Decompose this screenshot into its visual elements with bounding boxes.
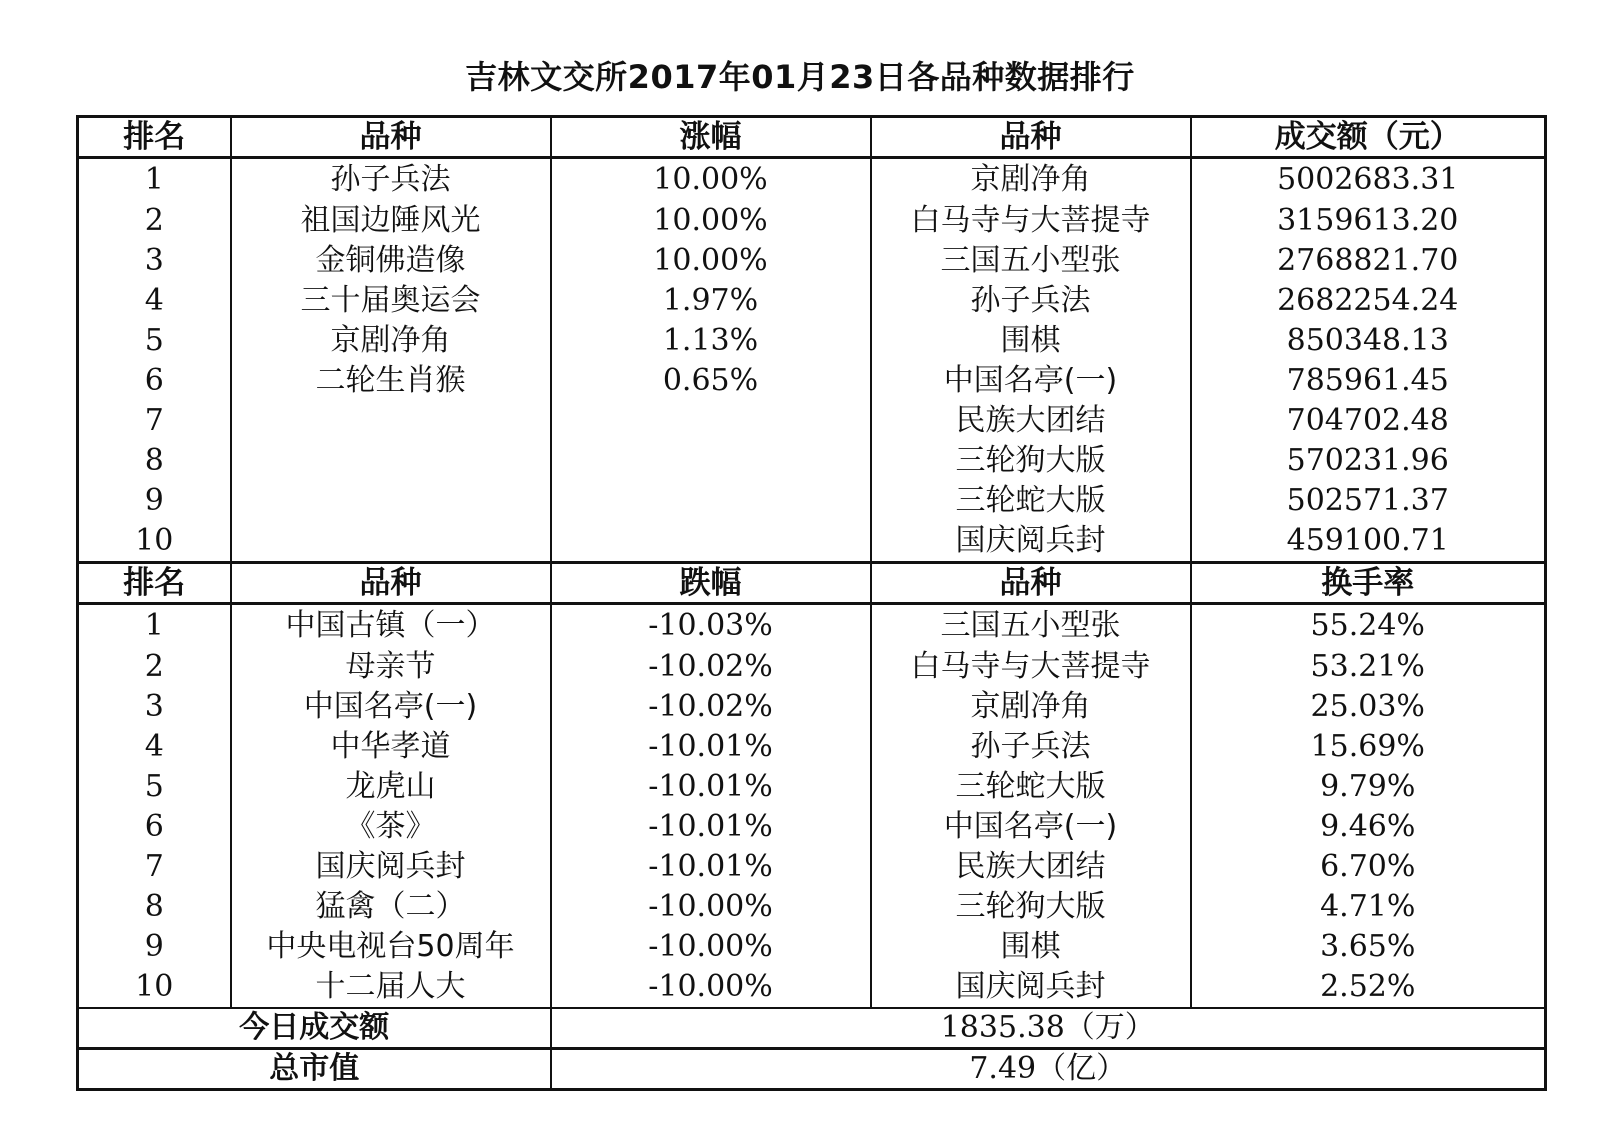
- table-row: [78, 201, 1546, 241]
- table-row: [78, 521, 1546, 563]
- cell-volume-name: 三国五小型张: [871, 241, 1191, 281]
- cell-turnover: 53.21%: [1191, 647, 1546, 687]
- cell-loss-name: 国庆阅兵封: [231, 847, 551, 887]
- bottom-header-row: [78, 563, 1546, 604]
- cell-rank: 5: [78, 321, 231, 361]
- table-row: [78, 847, 1546, 887]
- cell-turnover: 3.65%: [1191, 927, 1546, 967]
- cell-loss: -10.01%: [551, 767, 871, 807]
- cell-loss: -10.00%: [551, 927, 871, 967]
- cell-turnover: 15.69%: [1191, 727, 1546, 767]
- cell-turnover-name: 三轮狗大版: [871, 887, 1191, 927]
- market-cap-label: 总市值: [78, 1049, 551, 1090]
- top-section: [78, 117, 1546, 563]
- cell-loss-name: 中国古镇（一）: [231, 604, 551, 648]
- cell-gain: [551, 481, 871, 521]
- cell-loss: -10.03%: [551, 604, 871, 648]
- cell-gain-name: 三十届奥运会: [231, 281, 551, 321]
- cell-loss: -10.01%: [551, 807, 871, 847]
- cell-rank: 10: [78, 967, 231, 1008]
- header-loss: 跌幅: [551, 563, 871, 604]
- cell-rank: 1: [78, 158, 231, 202]
- cell-turnover-name: 民族大团结: [871, 847, 1191, 887]
- cell-gain: 1.13%: [551, 321, 871, 361]
- header-rank: 排名: [78, 563, 231, 604]
- cell-rank: 6: [78, 361, 231, 401]
- table-row: [78, 887, 1546, 927]
- table-row: [78, 441, 1546, 481]
- table-row: [78, 767, 1546, 807]
- cell-gain-name: 京剧净角: [231, 321, 551, 361]
- header-loss-name: 品种: [231, 563, 551, 604]
- cell-turnover: 9.79%: [1191, 767, 1546, 807]
- cell-loss: -10.00%: [551, 967, 871, 1008]
- cell-volume: 704702.48: [1191, 401, 1546, 441]
- cell-loss-name: 十二届人大: [231, 967, 551, 1008]
- cell-loss-name: 龙虎山: [231, 767, 551, 807]
- header-rank: 排名: [78, 117, 231, 158]
- cell-gain: 10.00%: [551, 201, 871, 241]
- cell-turnover-name: 中国名亭(一): [871, 807, 1191, 847]
- cell-rank: 7: [78, 847, 231, 887]
- ranking-table: [76, 115, 1547, 1091]
- cell-gain-name: [231, 401, 551, 441]
- cell-loss-name: 《茶》: [231, 807, 551, 847]
- cell-volume: 459100.71: [1191, 521, 1546, 563]
- table-row: [78, 687, 1546, 727]
- cell-turnover-name: 三轮蛇大版: [871, 767, 1191, 807]
- table-row: [78, 361, 1546, 401]
- table-row: [78, 647, 1546, 687]
- top-header-row: [78, 117, 1546, 158]
- cell-volume: 502571.37: [1191, 481, 1546, 521]
- cell-volume-name: 中国名亭(一): [871, 361, 1191, 401]
- cell-turnover: 25.03%: [1191, 687, 1546, 727]
- cell-gain-name: [231, 441, 551, 481]
- cell-loss: -10.02%: [551, 687, 871, 727]
- cell-gain: 10.00%: [551, 158, 871, 202]
- cell-rank: 5: [78, 767, 231, 807]
- cell-rank: 8: [78, 887, 231, 927]
- cell-rank: 1: [78, 604, 231, 648]
- cell-volume: 2682254.24: [1191, 281, 1546, 321]
- table-row: [78, 321, 1546, 361]
- cell-rank: 9: [78, 927, 231, 967]
- table-row: [78, 927, 1546, 967]
- cell-volume-name: 孙子兵法: [871, 281, 1191, 321]
- cell-volume-name: 三轮蛇大版: [871, 481, 1191, 521]
- cell-volume-name: 围棋: [871, 321, 1191, 361]
- cell-rank: 6: [78, 807, 231, 847]
- cell-volume-name: 民族大团结: [871, 401, 1191, 441]
- cell-volume-name: 京剧净角: [871, 158, 1191, 202]
- cell-gain-name: 孙子兵法: [231, 158, 551, 202]
- cell-gain-name: [231, 521, 551, 563]
- table-row: [78, 401, 1546, 441]
- today-volume-value: 1835.38（万）: [551, 1008, 1546, 1049]
- cell-gain-name: [231, 481, 551, 521]
- today-volume-label: 今日成交额: [78, 1008, 551, 1049]
- cell-volume: 3159613.20: [1191, 201, 1546, 241]
- cell-turnover-name: 国庆阅兵封: [871, 967, 1191, 1008]
- cell-gain-name: 金铜佛造像: [231, 241, 551, 281]
- cell-volume-name: 白马寺与大菩提寺: [871, 201, 1191, 241]
- cell-rank: 2: [78, 201, 231, 241]
- header-turnover-name: 品种: [871, 563, 1191, 604]
- cell-turnover-name: 围棋: [871, 927, 1191, 967]
- cell-loss: -10.01%: [551, 727, 871, 767]
- header-turnover: 换手率: [1191, 563, 1546, 604]
- table-row: [78, 281, 1546, 321]
- cell-rank: 2: [78, 647, 231, 687]
- cell-volume: 785961.45: [1191, 361, 1546, 401]
- market-cap-row: [78, 1049, 1546, 1090]
- cell-gain: [551, 401, 871, 441]
- cell-rank: 4: [78, 727, 231, 767]
- cell-gain-name: 祖国边陲风光: [231, 201, 551, 241]
- summary-section: [78, 1008, 1546, 1090]
- cell-rank: 3: [78, 241, 231, 281]
- cell-loss-name: 中央电视台50周年: [231, 927, 551, 967]
- cell-turnover: 9.46%: [1191, 807, 1546, 847]
- table-row: [78, 967, 1546, 1008]
- table-row: [78, 604, 1546, 648]
- cell-gain-name: 二轮生肖猴: [231, 361, 551, 401]
- cell-rank: 8: [78, 441, 231, 481]
- header-gain-name: 品种: [231, 117, 551, 158]
- cell-turnover: 55.24%: [1191, 604, 1546, 648]
- cell-turnover-name: 三国五小型张: [871, 604, 1191, 648]
- cell-gain: 10.00%: [551, 241, 871, 281]
- page-title: 吉林文交所2017年01月23日各品种数据排行: [465, 58, 1135, 96]
- cell-loss-name: 中华孝道: [231, 727, 551, 767]
- cell-loss-name: 中国名亭(一): [231, 687, 551, 727]
- cell-volume: 5002683.31: [1191, 158, 1546, 202]
- cell-loss-name: 猛禽（二）: [231, 887, 551, 927]
- today-volume-row: [78, 1008, 1546, 1049]
- cell-gain: 1.97%: [551, 281, 871, 321]
- bottom-section: [78, 563, 1546, 1009]
- table-row: [78, 807, 1546, 847]
- cell-rank: 10: [78, 521, 231, 563]
- cell-gain: [551, 441, 871, 481]
- cell-loss: -10.00%: [551, 887, 871, 927]
- cell-gain: [551, 521, 871, 563]
- cell-loss: -10.02%: [551, 647, 871, 687]
- cell-rank: 3: [78, 687, 231, 727]
- cell-turnover: 6.70%: [1191, 847, 1546, 887]
- cell-volume: 570231.96: [1191, 441, 1546, 481]
- cell-turnover: 2.52%: [1191, 967, 1546, 1008]
- table-row: [78, 481, 1546, 521]
- cell-turnover-name: 京剧净角: [871, 687, 1191, 727]
- market-cap-value: 7.49（亿）: [551, 1049, 1546, 1090]
- cell-volume: 2768821.70: [1191, 241, 1546, 281]
- cell-turnover-name: 白马寺与大菩提寺: [871, 647, 1191, 687]
- cell-turnover: 4.71%: [1191, 887, 1546, 927]
- header-gain: 涨幅: [551, 117, 871, 158]
- header-volume: 成交额（元）: [1191, 117, 1546, 158]
- header-volume-name: 品种: [871, 117, 1191, 158]
- cell-turnover-name: 孙子兵法: [871, 727, 1191, 767]
- cell-rank: 7: [78, 401, 231, 441]
- table-row: [78, 158, 1546, 202]
- cell-rank: 4: [78, 281, 231, 321]
- table-row: [78, 727, 1546, 767]
- cell-volume-name: 国庆阅兵封: [871, 521, 1191, 563]
- cell-volume-name: 三轮狗大版: [871, 441, 1191, 481]
- table-row: [78, 241, 1546, 281]
- cell-loss-name: 母亲节: [231, 647, 551, 687]
- cell-volume: 850348.13: [1191, 321, 1546, 361]
- cell-gain: 0.65%: [551, 361, 871, 401]
- cell-rank: 9: [78, 481, 231, 521]
- cell-loss: -10.01%: [551, 847, 871, 887]
